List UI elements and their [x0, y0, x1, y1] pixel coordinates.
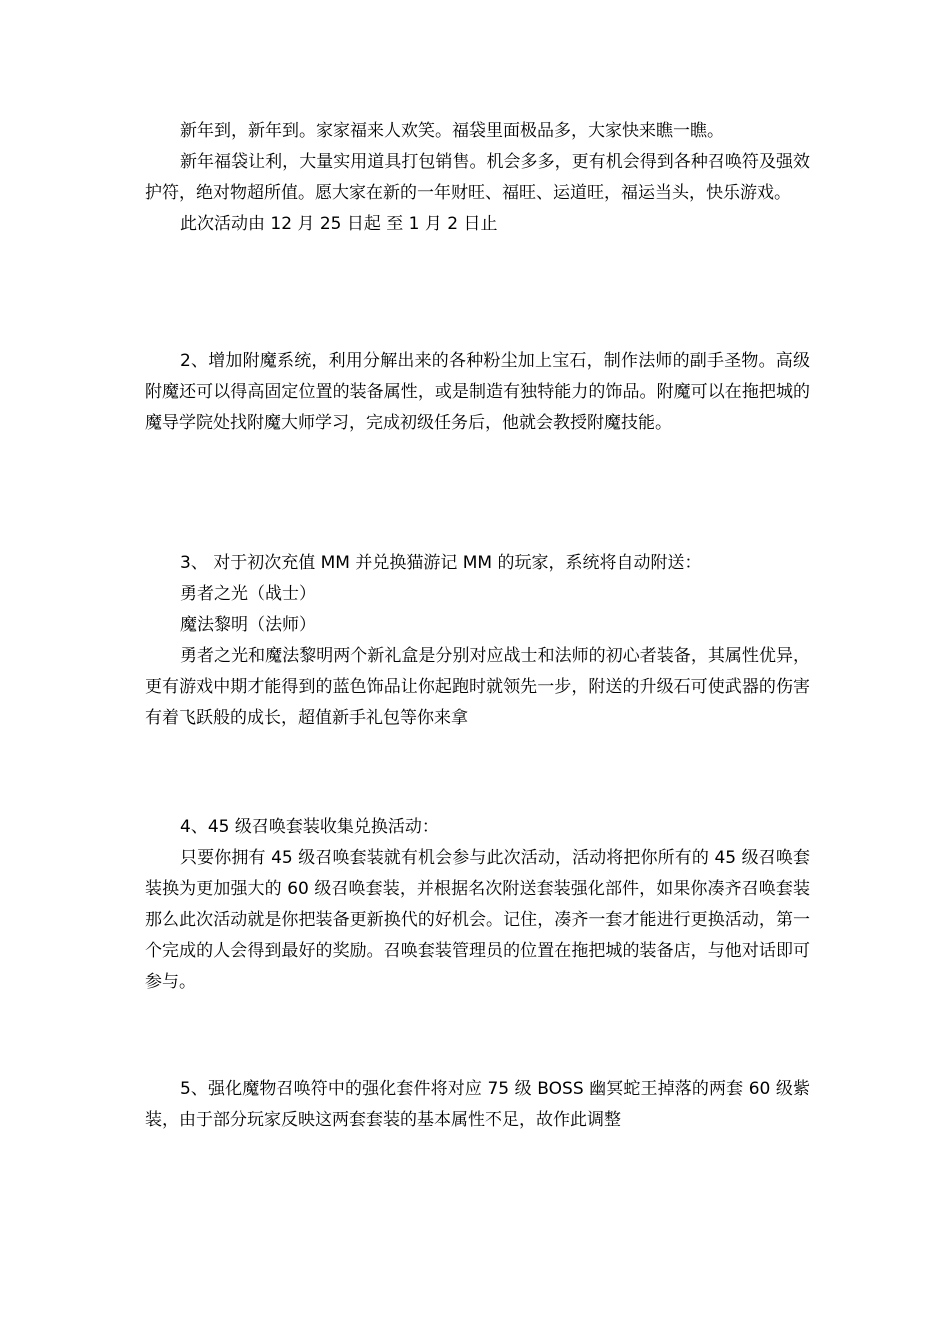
item-4-description: 只要你拥有 45 级召唤套装就有机会参与此次活动，活动将把你所有的 45 级召唤套装换为更加强大的 60 级召唤套装，并根据名次附送套装强化部件，如果你凑齐召唤套装那么此次活动就是你把装备更新换代的好机会。记住，凑齐一套才能进行更换活动，第一个完成的人会得到最好的奖励。召唤套装管理员的位置在拖把城的装备店，与他对话即可参与。: [145, 848, 810, 992]
item-3-description: 勇者之光和魔法黎明两个新礼盒是分别对应战士和法师的初心者装备，其属性优异，更有游戏中期才能得到的蓝色饰品让你起跑时就领先一步，附送的升级石可使武器的伤害有着飞跃般的成长，超值新手礼包等你来拿: [145, 646, 810, 728]
intro-paragraph-2: 新年福袋让利，大量实用道具打包销售。机会多多，更有机会得到各种召唤符及强效护符，绝对物超所值。愿大家在新的一年财旺、福旺、运道旺，福运当头，快乐游戏。: [145, 152, 810, 203]
new-year-intro-section: [145, 116, 810, 240]
item-3-gift-mage: 魔法黎明（法师）: [180, 615, 316, 635]
intro-paragraph-1: 新年到，新年到。家家福来人欢笑。福袋里面极品多，大家快来瞧一瞧。: [180, 121, 724, 141]
summon-set-exchange-section: [145, 812, 810, 998]
item-2-paragraph: 2、增加附魔系统，利用分解出来的各种粉尘加上宝石，制作法师的副手圣物。高级附魔还可以得高固定位置的装备属性，或是制造有独特能力的饰品。附魔可以在拖把城的魔导学院处找附魔大师学习，完成初级任务后，他就会教授附魔技能。: [145, 351, 810, 433]
first-recharge-section: [145, 548, 810, 734]
intro-paragraph-3: 此次活动由 12 月 25 日起 至 1 月 2 日止: [180, 214, 498, 234]
summon-charm-adjust-section: [145, 1074, 810, 1136]
enchant-system-section: [145, 346, 810, 439]
item-5-paragraph: 5、强化魔物召唤符中的强化套件将对应 75 级 BOSS 幽冥蛇王掉落的两套 60 级紫装，由于部分玩家反映这两套套装的基本属性不足，故作此调整: [145, 1079, 810, 1130]
item-3-heading: 3、 对于初次充值 MM 并兑换猫游记 MM 的玩家，系统将自动附送：: [180, 553, 702, 573]
item-4-heading: 4、45 级召唤套装收集兑换活动：: [180, 817, 439, 837]
item-3-gift-warrior: 勇者之光（战士）: [180, 584, 316, 604]
